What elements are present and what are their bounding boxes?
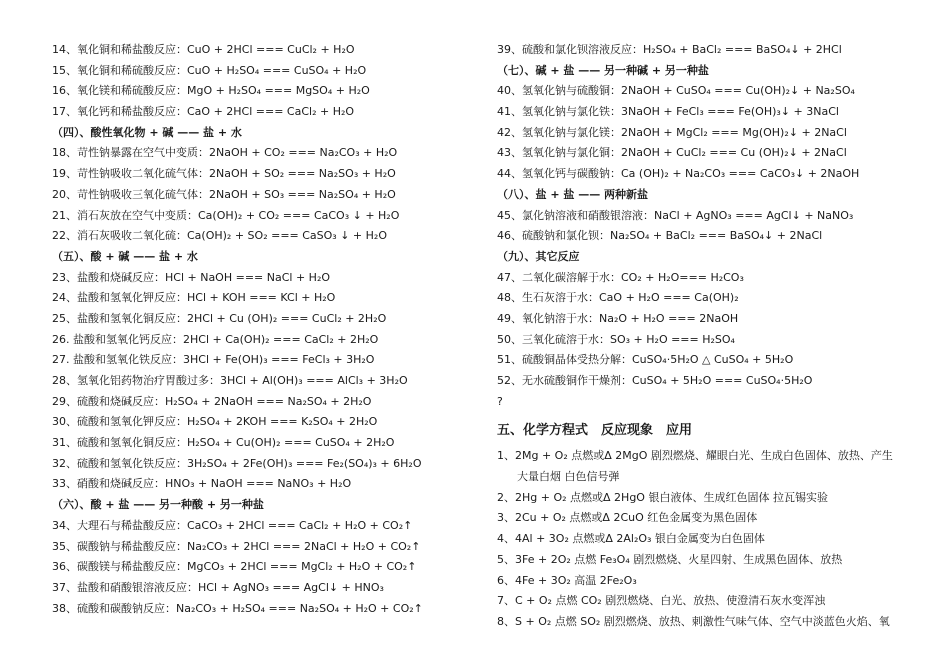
equation-line: 38、硫酸和碳酸钠反应：Na₂CO₃ + H₂SO₄ === Na₂SO₄ + H₂O + CO₂↑ xyxy=(52,601,423,615)
equation-line: 大量白烟 白色信号弹 xyxy=(517,470,620,484)
equation-line: 39、硫酸和氯化钡溶液反应：H₂SO₄ + BaCl₂ === BaSO₄↓ + 2HCl xyxy=(497,43,842,56)
equation-line: 8、S + O₂ 点燃 SO₂ 剧烈燃烧、放热、刺激性气味气体、空气中淡蓝色火焰、氧 xyxy=(497,614,890,628)
equation-line: 41、氢氧化钠与氯化铁：3NaOH + FeCl₃ === Fe(OH)₃↓ + 3NaCl xyxy=(497,105,839,119)
equation-line: 49、氧化钠溶于水：Na₂O + H₂O === 2NaOH xyxy=(497,311,739,325)
equation-line: 16、氧化镁和稀硫酸反应：MgO + H₂SO₄ === MgSO₄ + H₂O xyxy=(52,84,370,98)
equation-line: 28、氢氧化铝药物治疗胃酸过多：3HCl + Al(OH)₃ === AlCl₃ + 3H₂O xyxy=(52,374,408,387)
section-subheading: （四）、酸性氧化物 + 碱 —— 盐 + 水 xyxy=(52,125,242,139)
equation-line: 50、三氧化硫溶于水：SO₃ + H₂O === H₂SO₄ xyxy=(497,332,735,346)
equation-line: 40、氢氧化钠与硫酸铜：2NaOH + CuSO₄ === Cu(OH)₂↓ + Na₂SO₄ xyxy=(497,84,855,98)
equation-line: 25、盐酸和氢氧化铜反应：2HCl + Cu (OH)₂ === CuCl₂ + 2H₂O xyxy=(52,311,387,325)
section-subheading: （六）、酸 + 盐 —— 另一种酸 + 另一种盐 xyxy=(52,498,264,512)
equation-line: 46、硫酸钠和氯化钡：Na₂SO₄ + BaCl₂ === BaSO₄↓ + 2NaCl xyxy=(497,229,823,243)
equation-line: 18、苛性钠暴露在空气中变质：2NaOH + CO₂ === Na₂CO₃ + H₂O xyxy=(52,146,398,160)
equation-line: 22、消石灰吸收二氧化硫：Ca(OH)₂ + SO₂ === CaSO₃ ↓ + H₂O xyxy=(52,229,387,243)
equation-line: 37、盐酸和硝酸银溶液反应：HCl + AgNO₃ === AgCl↓ + HNO₃ xyxy=(52,580,384,594)
equation-line: 21、消石灰放在空气中变质：Ca(OH)₂ + CO₂ === CaCO₃ ↓ + H₂O xyxy=(52,208,400,222)
section-subheading: （七）、碱 + 盐 —— 另一种碱 + 另一种盐 xyxy=(497,63,709,77)
equation-line: 33、硝酸和烧碱反应：HNO₃ + NaOH === NaNO₃ + H₂O xyxy=(52,477,352,491)
equation-line: 36、碳酸镁与稀盐酸反应：MgCO₃ + 2HCl === MgCl₂ + H₂O + CO₂↑ xyxy=(52,560,417,574)
equation-line: 6、4Fe + 3O₂ 高温 2Fe₂O₃ xyxy=(497,573,637,587)
equation-line: 52、无水硫酸铜作干燥剂：CuSO₄ + 5H₂O === CuSO₄·5H₂O xyxy=(497,374,813,387)
equation-line: 24、盐酸和氢氧化钾反应：HCl + KOH === KCl + H₂O xyxy=(52,291,336,305)
right-column xyxy=(497,40,927,633)
section-subheading: （八）、盐 + 盐 —— 两种新盐 xyxy=(497,187,649,201)
equation-line: 27. 盐酸和氢氧化铁反应：3HCl + Fe(OH)₃ === FeCl₃ + 3H₂O xyxy=(52,353,375,367)
equation-line: 31、硫酸和氢氧化铜反应：H₂SO₄ + Cu(OH)₂ === CuSO₄ + 2H₂O xyxy=(52,436,395,450)
equation-line: 32、硫酸和氢氧化铁反应：3H₂SO₄ + 2Fe(OH)₃ === Fe₂(SO₄)₃ + 6H₂O xyxy=(52,456,422,470)
equation-line: 15、氧化铜和稀硫酸反应：CuO + H₂SO₄ === CuSO₄ + H₂O xyxy=(52,63,367,77)
equation-line: 7、C + O₂ 点燃 CO₂ 剧烈燃烧、白光、放热、使澄清石灰水变浑浊 xyxy=(497,594,826,608)
equation-line: 43、氢氧化钠与氯化铜：2NaOH + CuCl₂ === Cu (OH)₂↓ + 2NaCl xyxy=(497,146,847,160)
equation-line: 47、二氧化碳溶解于水：CO₂ + H₂O=== H₂CO₃ xyxy=(497,270,744,284)
equation-line: 14、氧化铜和稀盐酸反应：CuO + 2HCl === CuCl₂ + H₂O xyxy=(52,43,355,56)
section-subheading: （五）、酸 + 碱 —— 盐 + 水 xyxy=(52,249,198,263)
equation-line: 2、2Hg + O₂ 点燃或Δ 2HgO 银白液体、生成红色固体 拉瓦锡实验 xyxy=(497,490,828,504)
equation-line: 44、氢氧化钙与碳酸钠：Ca (OH)₂ + Na₂CO₃ === CaCO₃↓ + 2NaOH xyxy=(497,167,860,181)
equation-line: 51、硫酸铜晶体受热分解：CuSO₄·5H₂O △ CuSO₄ + 5H₂O xyxy=(497,353,794,367)
equation-line: 42、氢氧化钠与氯化镁：2NaOH + MgCl₂ === Mg(OH)₂↓ + 2NaCl xyxy=(497,125,847,139)
equation-line: ? xyxy=(497,394,503,408)
section-heading: 五、化学方程式 反应现象 应用 xyxy=(497,423,693,439)
equation-line: 26. 盐酸和氢氧化钙反应：2HCl + Ca(OH)₂ === CaCl₂ + 2H₂O xyxy=(52,332,379,346)
equation-line: 20、苛性钠吸收三氧化硫气体：2NaOH + SO₃ === Na₂SO₄ + H₂O xyxy=(52,187,396,201)
equation-line: 23、盐酸和烧碱反应：HCl + NaOH === NaCl + H₂O xyxy=(52,270,331,284)
equation-line: 1、2Mg + O₂ 点燃或Δ 2MgO 剧烈燃烧、耀眼白光、生成白色固体、放热、产生 xyxy=(497,449,893,463)
equation-line: 17、氧化钙和稀盐酸反应：CaO + 2HCl === CaCl₂ + H₂O xyxy=(52,105,355,119)
equation-line: 19、苛性钠吸收二氧化硫气体：2NaOH + SO₂ === Na₂SO₃ + H₂O xyxy=(52,167,396,181)
equation-line: 34、大理石与稀盐酸反应：CaCO₃ + 2HCl === CaCl₂ + H₂O + CO₂↑ xyxy=(52,518,413,532)
equation-line: 35、碳酸钠与稀盐酸反应：Na₂CO₃ + 2HCl === 2NaCl + H₂O + CO₂↑ xyxy=(52,539,421,553)
equation-line: 3、2Cu + O₂ 点燃或Δ 2CuO 红色金属变为黑色固体 xyxy=(497,511,758,525)
equation-line: 30、硫酸和氢氧化钾反应：H₂SO₄ + 2KOH === K₂SO₄ + 2H₂O xyxy=(52,415,378,429)
equation-line: 48、生石灰溶于水：CaO + H₂O === Ca(OH)₂ xyxy=(497,291,739,305)
equation-line: 5、3Fe + 2O₂ 点燃 Fe₃O₄ 剧烈燃烧、火星四射、生成黑色固体、放热 xyxy=(497,552,843,566)
equation-line: 4、4Al + 3O₂ 点燃或Δ 2Al₂O₃ 银白金属变为白色固体 xyxy=(497,532,765,546)
equation-line: 29、硫酸和烧碱反应：H₂SO₄ + 2NaOH === Na₂SO₄ + 2H₂O xyxy=(52,394,372,408)
section-subheading: （九）、其它反应 xyxy=(497,249,580,263)
left-column xyxy=(52,40,457,619)
equation-line: 45、氯化钠溶液和硝酸银溶液：NaCl + AgNO₃ === AgCl↓ + NaNO₃ xyxy=(497,208,854,222)
